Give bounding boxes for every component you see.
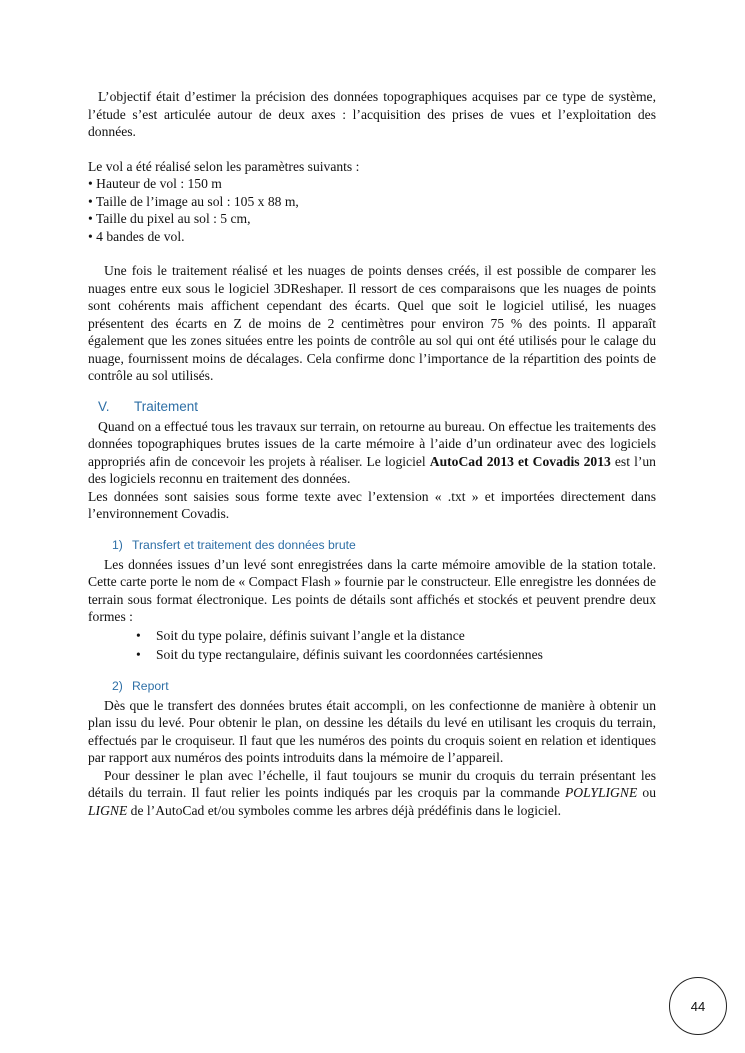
forms-list — [88, 626, 656, 664]
subsection-heading-transfert — [112, 536, 656, 554]
transfert-paragraph: Les données issues d’un levé sont enregistrées dans la carte mémoire amovible de la station totale. Cette carte porte le nom de « Compact Flash » fournie par le constructeur. Elle enregistre les données de terrain sous format électronique. Les points de détails sont affichés et stockés et peuvent prendre deux formes : — [88, 556, 656, 624]
page-number: 44 — [669, 977, 727, 1035]
flight-param-pixel-size: • Taille du pixel au sol : 5 cm, — [88, 211, 251, 226]
subsection-number: 2) — [112, 678, 123, 693]
bullet-icon: • — [136, 627, 141, 643]
traitement-paragraph: Quand on a effectué tous les travaux sur terrain, on retourne au bureau. On effectue les traitements des données topographiques brutes issues de la carte mémoire à l’aide d’un ordinateur avec des logiciels appropriés afin de concevoir les projets à réaliser. Le logiciel AutoCad 2013 et Covadis 2013 est l’un des logiciels reconnu en traitement des données. — [88, 418, 656, 486]
flight-param-strips: • 4 bandes de vol. — [88, 228, 185, 244]
traitement-paragraph-2: Les données sont saisies sous forme texte avec l’extension « .txt » et importées directement dans l’environnement Covadis. — [88, 488, 656, 521]
subsection-number: 1) — [112, 537, 123, 552]
flight-param-image-size: • Taille de l’image au sol : 105 x 88 m, — [88, 193, 299, 209]
command-polyligne: POLYLIGNE — [565, 785, 638, 800]
list-item: • Soit du type polaire, définis suivant l’angle et la distance — [136, 627, 465, 643]
section-heading-traitement — [98, 398, 656, 416]
subsection-title: Report — [132, 678, 169, 693]
processing-paragraph: Une fois le traitement réalisé et les nuages de points denses créés, il est possible de comparer les nuages entre eux sous le logiciel 3DReshaper. Il ressort de ces comparaisons que les nuages de points sont cohérents mais affichent cependant des écarts. Quel que soit le logiciel utilisé, les nuages présentent des écarts en Z de moins de 2 centimètres pour environ 75 % des points. Il apparaît également que les zones situées entre les points de contrôle au sol qui ont été utilisés pour le calage du nuage, fournissent moins de décalages. Cela confirme donc l’importance de la répartition des points de contrôle au sol utilisés. — [88, 263, 656, 383]
command-ligne: LIGNE — [88, 802, 128, 818]
report-paragraph-1: Dès que le transfert des données brutes était accompli, on les confectionne de manière à obtenir un plan issu du levé. Pour obtenir le plan, on dessine les détails du levé en utilisant les croquis du terrain, effectués par le croquiseur. Il faut que les numéros des points du croquis soient en relation et identiques par rapport aux numéros des points introduits dans la mémoire de l’appareil. — [88, 697, 656, 765]
page-body — [88, 88, 656, 819]
bullet-icon: • — [136, 646, 141, 662]
flight-param-height: • Hauteur de vol : 150 m — [88, 176, 222, 191]
intro-paragraph: L’objectif était d’estimer la précision des données topographiques acquises par ce type de système, l’étude s’est articulée autour de deux axes : l’acquisition des prises de vues et l’exploitation des données. — [88, 89, 656, 139]
section-title: Traitement — [134, 398, 199, 414]
report-paragraph-2: Pour dessiner le plan avec l’échelle, il faut toujours se munir du croquis du terrain présentant les détails du terrain. Il faut relier les points indiqués par les croquis par la commande POLYLIGNE ou LIGNE de l’AutoCad et/ou symboles comme les arbres déjà prédéfinis dans le logiciel. — [88, 767, 656, 818]
subsection-title: Transfert et traitement des données brute — [132, 537, 356, 552]
section-number: V. — [98, 398, 110, 414]
subsection-heading-report — [112, 677, 656, 695]
software-names: AutoCad 2013 et Covadis 2013 — [429, 453, 611, 469]
list-item: • Soit du type rectangulaire, définis suivant les coordonnées cartésiennes — [136, 646, 543, 662]
flight-params-lead: Le vol a été réalisé selon les paramètres suivants : — [88, 158, 360, 174]
